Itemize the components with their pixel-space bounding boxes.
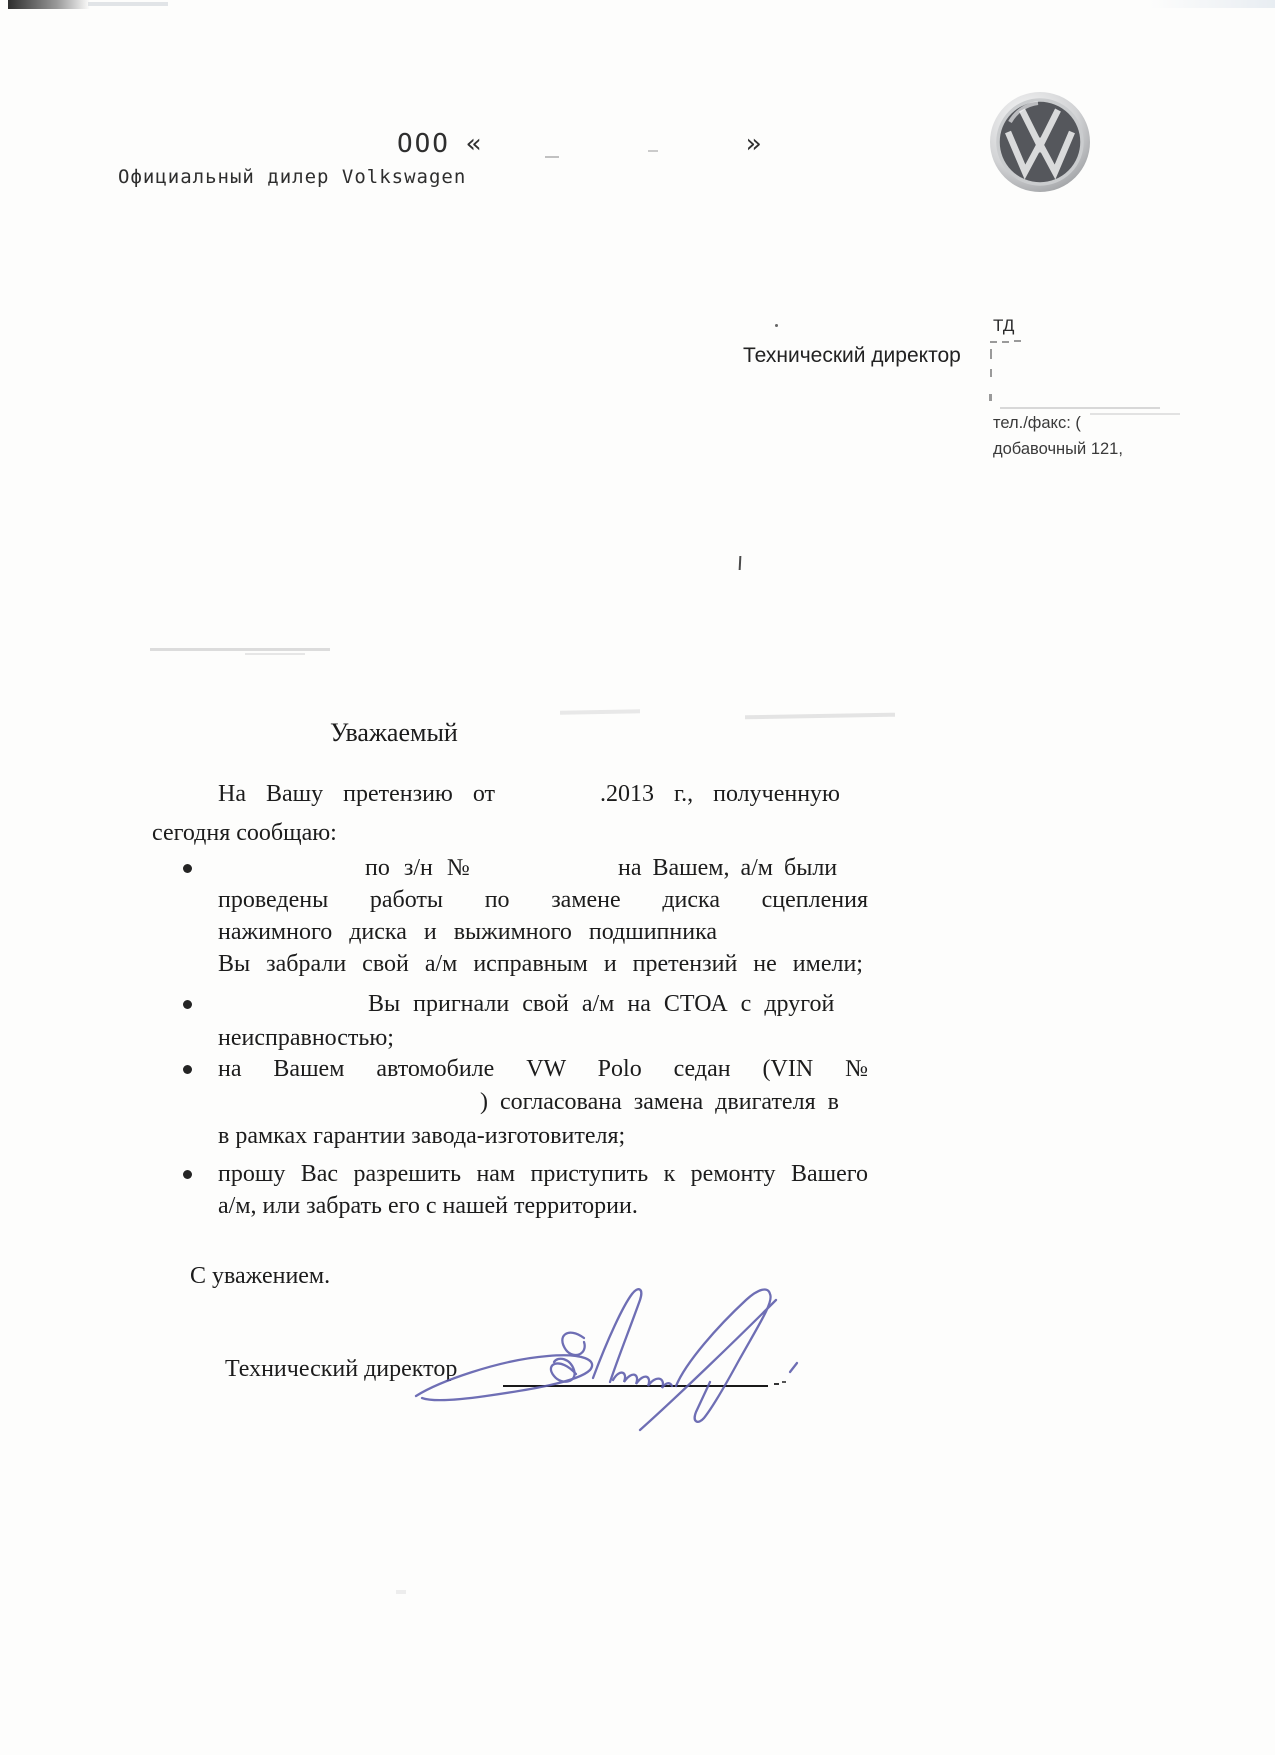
redaction-dash [990,341,997,343]
closing-phrase: С уважением. [190,1263,331,1289]
redaction-dash [990,349,992,359]
scan-artifact-top-left-2 [88,2,168,6]
bullet4-line1: прошу Вас разрешить нам приступить к ремонту Вашего [218,1161,868,1187]
scan-artifact-bottom [396,1590,406,1594]
redacted-name-smudge [560,709,640,714]
bullet1-frag1: по з/н № [365,855,470,881]
bullet-dot-icon [183,864,192,873]
bullet1-line3: нажимного диска и выжимного подшипника [218,919,718,945]
redacted-line-smudge [150,648,330,651]
redaction-dash [989,394,992,401]
salutation: Уважаемый [330,718,458,747]
redaction-mark [545,156,559,158]
redacted-name-smudge [745,713,895,720]
stray-tick [739,556,742,570]
bullet-dot-icon [183,1000,192,1009]
intro-line1-right: .2013 г., полученную [600,781,840,807]
signature-title: Технический директор [225,1356,458,1382]
phone-fax-line: тел./факс: ( [993,414,1081,432]
open-quote: « [465,129,484,159]
redaction-mark [648,150,658,152]
bullet2-line2: неисправностью; [218,1025,394,1051]
handwritten-signature-icon [408,1278,808,1443]
close-quote: » [745,129,764,159]
company-prefix: ООО [397,129,450,159]
redaction-dash [990,369,992,377]
bullet2-frag1: Вы пригнали свой а/м на СТОА с другой [368,991,835,1017]
bullet3-frag2: ) согласована замена двигателя в [480,1089,839,1115]
td-abbreviation: ТД [993,316,1015,335]
bullet-dot-icon [183,1065,192,1074]
redacted-line-smudge [245,653,305,655]
scan-artifact-top-left [8,0,90,9]
intro-line2: сегодня сообщаю: [152,820,337,846]
bullet1-frag2: на Вашем, а/м были [618,855,838,881]
company-name-line [397,129,763,159]
bullet1-line2: проведены работы по замене диска сцепления [218,887,868,913]
scan-artifact-top-right [1150,0,1275,8]
dealer-subtitle: Официальный дилер Volkswagen [118,166,467,188]
bullet-dot-icon [183,1170,192,1179]
vw-logo-icon [988,90,1092,194]
technical-director-header: Технический директор [743,344,961,367]
bullet4-line2: а/м, или забрать его с нашей территории. [218,1193,638,1219]
bullet3-line3: в рамках гарантии завода-изготовителя; [218,1123,626,1149]
stray-dot [775,324,778,327]
redaction-dash [1002,341,1009,343]
extension-line: добавочный 121, [993,440,1123,458]
redaction-dash [1014,340,1021,342]
redacted-text-smudge [1090,413,1180,415]
intro-line1-left: На Вашу претензию от [218,781,496,807]
bullet3-line1: на Вашем автомобиле VW Polo седан (VIN № [218,1056,868,1082]
redacted-text-smudge [1000,407,1160,409]
bullet1-line4: Вы забрали свой а/м исправным и претензий не имели; [218,951,863,977]
